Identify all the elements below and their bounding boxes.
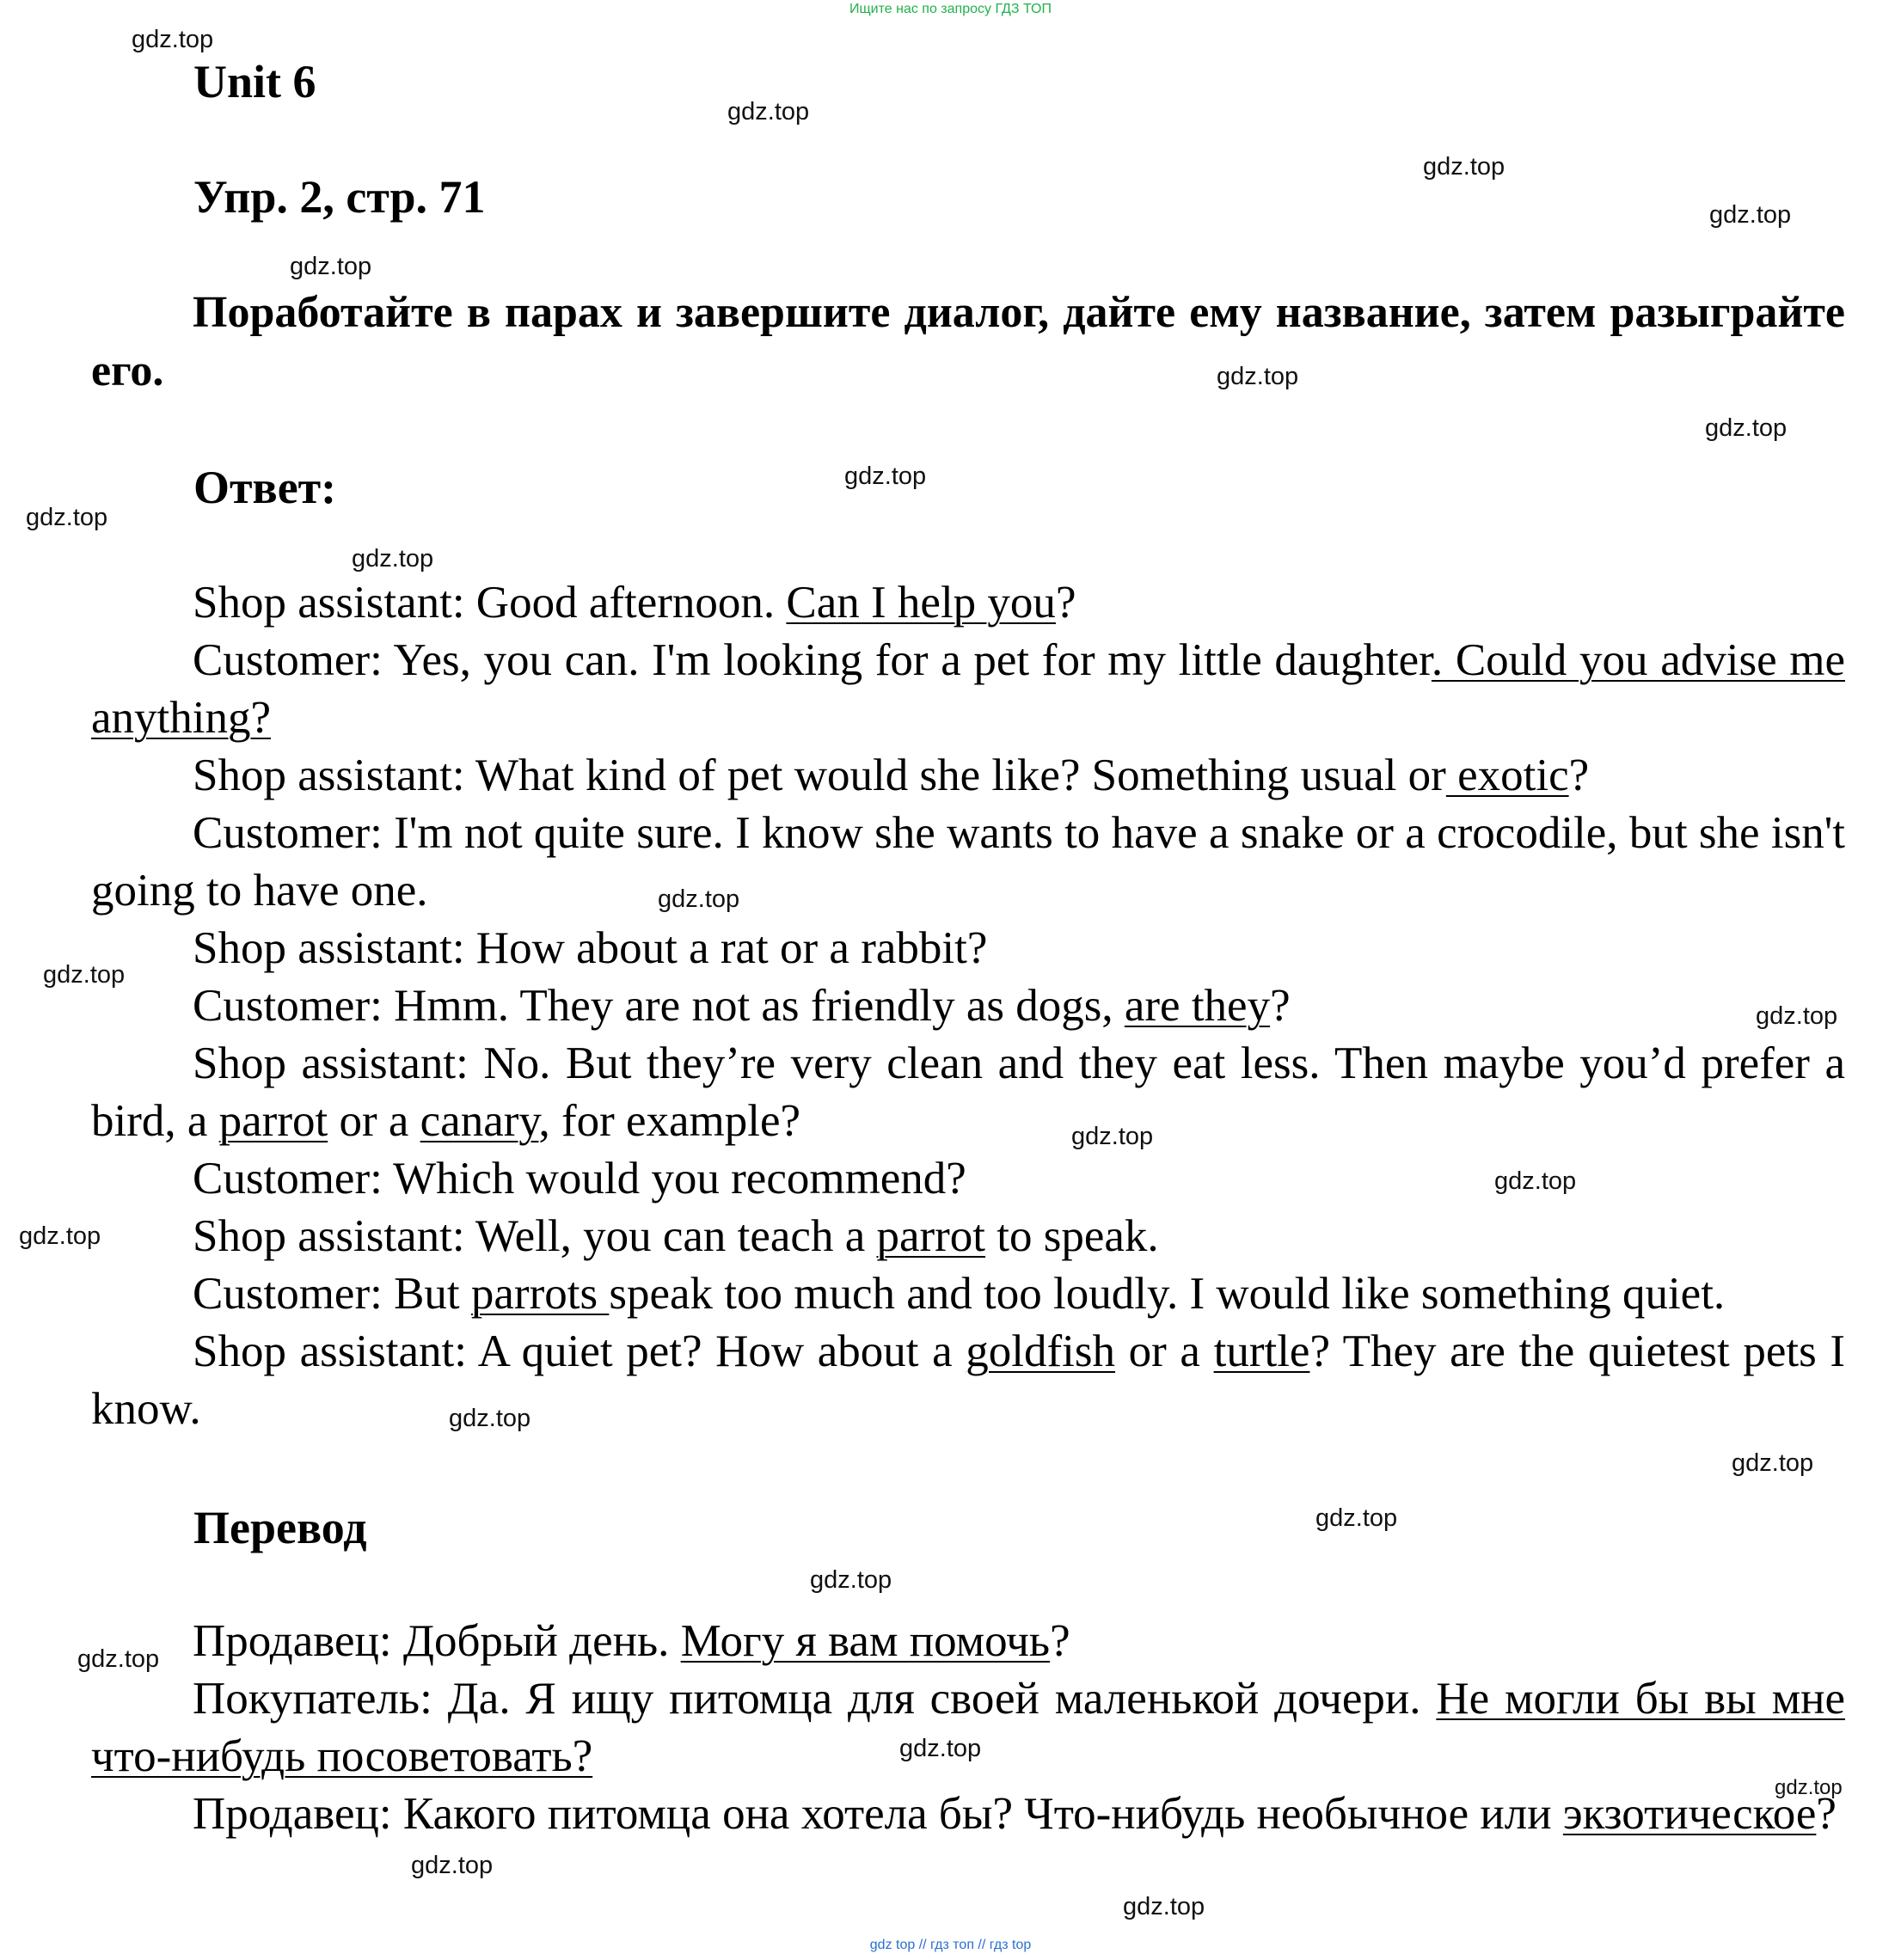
watermark: gdz.top (1217, 363, 1299, 390)
dialog-text: Shop assistant: What kind of pet would she like? Something usual or (193, 750, 1446, 800)
dialog-line (91, 1035, 1845, 1150)
watermark: gdz.top (810, 1566, 892, 1594)
dialog-text: Customer: Which would you recommend? (193, 1154, 966, 1204)
watermark: gdz.top (1775, 1776, 1843, 1799)
watermark: gdz.top (1705, 414, 1788, 442)
dialog-line (91, 1323, 1845, 1438)
answer-heading: Ответ: (193, 462, 337, 513)
underlined-phrase: Не могли бы вы мне что-нибудь посоветовать? (91, 1674, 1845, 1781)
watermark: gdz.top (1709, 201, 1792, 229)
dialog-line (91, 1670, 1845, 1785)
underlined-phrase: canary (420, 1096, 539, 1146)
dialog-text: Customer: I'm not quite sure. I know she wants to have a snake or a crocodile, but she isn't going to have one. (91, 808, 1845, 916)
dialog-text: Shop assistant: Good afternoon. (193, 578, 787, 628)
underlined-phrase: goldfish (966, 1326, 1116, 1376)
dialog-line (91, 1613, 1845, 1670)
watermark: gdz.top (290, 253, 372, 280)
watermark: gdz.top (1123, 1893, 1205, 1920)
dialog-text: or a (1115, 1326, 1214, 1376)
watermark: gdz.top (727, 98, 810, 126)
dialog-text: , for example? (538, 1096, 801, 1146)
watermark: gdz.top (899, 1735, 982, 1762)
watermark: gdz.top (1423, 153, 1505, 181)
dialog-line (91, 574, 1845, 632)
dialog-text: ? (1568, 750, 1590, 800)
dialog-line (91, 1785, 1845, 1843)
task-text-content: Поработайте в парах и завершите диалог, дайте ему название, затем разыграйте его. (91, 288, 1845, 395)
dialog-line (91, 1265, 1845, 1323)
translation-heading: Перевод (193, 1502, 367, 1553)
dialog-line (91, 632, 1845, 747)
dialog-line (91, 805, 1845, 920)
underlined-phrase: are they (1124, 981, 1271, 1031)
underlined-phrase: turtle (1213, 1326, 1310, 1376)
watermark: gdz.top (19, 1222, 101, 1250)
dialog-text: ? (1055, 578, 1076, 628)
watermark: gdz.top (449, 1405, 531, 1432)
watermark: gdz.top (1732, 1449, 1814, 1477)
dialog-text: Покупатель: Да. Я ищу питомца для своей маленькой дочери. (193, 1674, 1437, 1724)
watermark: gdz.top (1315, 1504, 1398, 1532)
dialog-text: Shop assistant: How about a rat or a rabbit? (193, 923, 988, 973)
unit-title: Unit 6 (193, 56, 316, 107)
exercise-title: Упр. 2, стр. 71 (193, 171, 486, 223)
watermark: gdz.top (1494, 1167, 1577, 1195)
dialog-line (91, 1150, 1845, 1208)
top-banner: Ищите нас по запросу ГДЗ ТОП (849, 2, 1052, 16)
dialog-text: to speak. (985, 1211, 1159, 1261)
dialog-text: Customer: But (193, 1269, 471, 1319)
dialog-text: speak too much and too loudly. I would like something quiet. (609, 1269, 1726, 1319)
dialog-english (91, 574, 1845, 1438)
watermark: gdz.top (844, 462, 927, 490)
watermark: gdz.top (77, 1645, 160, 1673)
dialog-text: Shop assistant: No. But they’re very clean and they eat less. Then maybe you’d prefer a bird, a (91, 1038, 1845, 1146)
dialog-text: or a (328, 1096, 420, 1146)
underlined-phrase: parrot (218, 1096, 328, 1146)
dialog-line (91, 747, 1845, 805)
dialog-text: Продавец: Добрый день. (193, 1616, 681, 1666)
watermark: gdz.top (26, 504, 108, 531)
underlined-phrase: . Could you advise me anything? (91, 635, 1845, 743)
watermark: gdz.top (132, 26, 214, 53)
dialog-text: Shop assistant: A quiet pet? How about a (193, 1326, 966, 1376)
dialog-text: ? (1816, 1789, 1837, 1839)
underlined-phrase: exotic (1445, 750, 1569, 800)
watermark: gdz.top (1756, 1002, 1838, 1030)
dialog-text: ? (1270, 981, 1291, 1031)
dialog-text: ? They are the quietest pets I know. (91, 1326, 1845, 1434)
underlined-phrase: parrot (876, 1211, 986, 1261)
watermark: gdz.top (658, 885, 740, 913)
dialog-text: Продавец: Какого питомца она хотела бы? Что-нибудь необычное или (193, 1789, 1563, 1839)
dialog-text: ? (1050, 1616, 1070, 1666)
dialog-text: Customer: Yes, you can. I'm looking for a pet for my little daughter (193, 635, 1432, 685)
underlined-phrase: Могу я вам помочь (680, 1616, 1051, 1666)
dialog-line (91, 920, 1845, 977)
dialog-text: Customer: Hmm. They are not as friendly as dogs, (193, 981, 1125, 1031)
dialog-line (91, 977, 1845, 1035)
watermark: gdz.top (1071, 1123, 1154, 1150)
watermark: gdz.top (352, 545, 434, 573)
underlined-phrase: parrots (470, 1269, 610, 1319)
underlined-phrase: Can I help you (786, 578, 1056, 628)
watermark: gdz.top (411, 1852, 494, 1879)
task-text (91, 284, 1845, 401)
dialog-line (91, 1208, 1845, 1265)
watermark: gdz.top (43, 961, 126, 989)
underlined-phrase: экзотическое (1562, 1789, 1817, 1839)
dialog-text: Shop assistant: Well, you can teach a (193, 1211, 877, 1261)
dialog-russian (91, 1613, 1845, 1843)
bottom-banner: gdz top // гдз топ // гдз top (869, 1938, 1032, 1952)
